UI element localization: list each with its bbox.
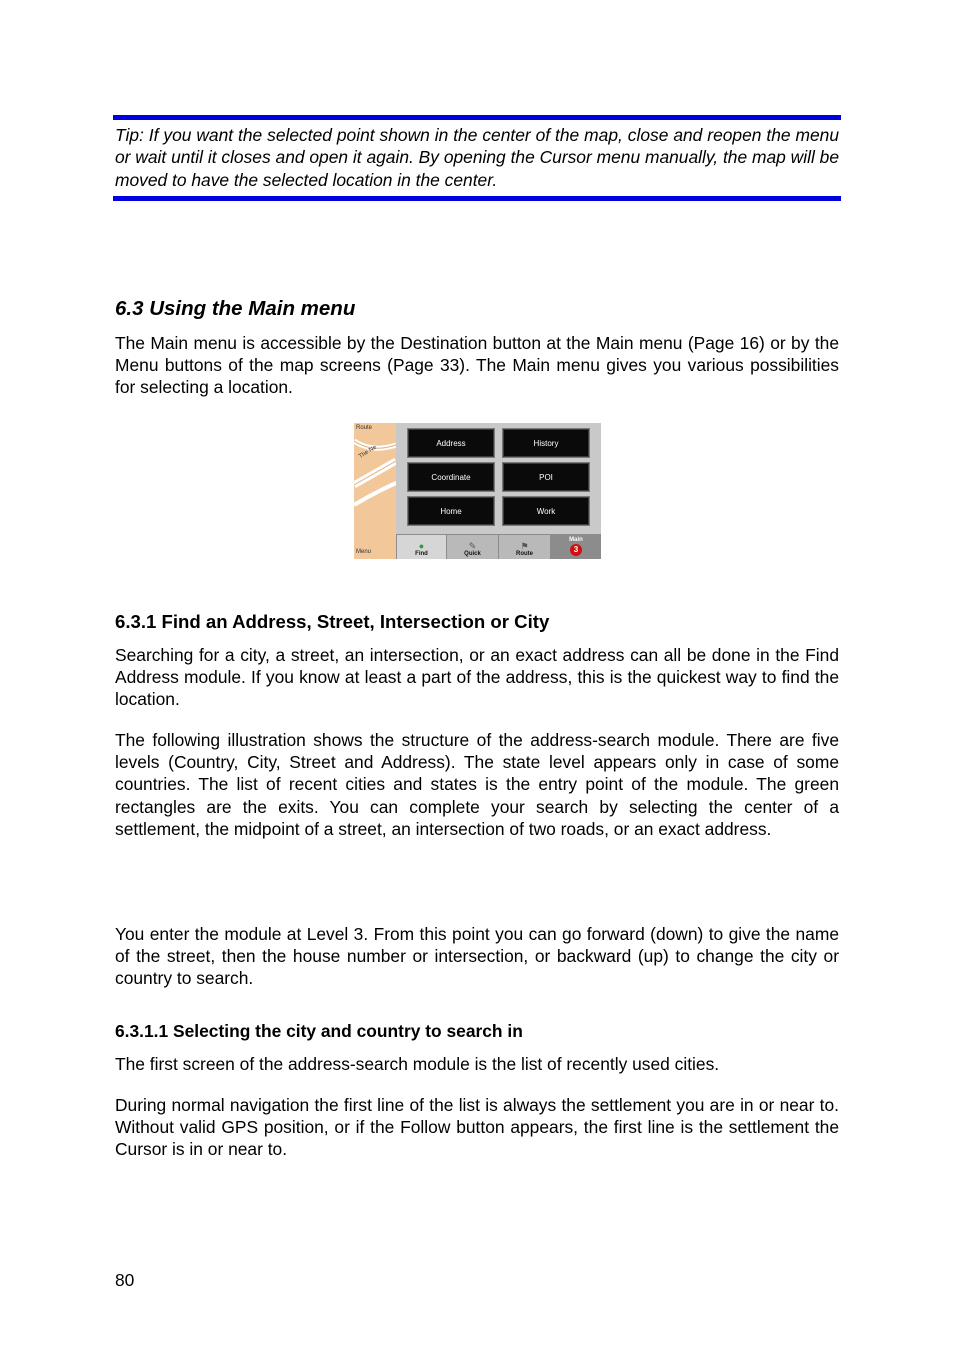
section-intro: The Main menu is accessible by the Destination button at the Main menu (Page 16) or by the Menu buttons of the map screens (Page 33). The Main menu gives you various possibilities for selecting a location. (115, 333, 839, 398)
page-number: 80 (115, 1270, 135, 1290)
subsubsection-paragraph-1: The first screen of the address-search module is the list of recently used cities. (115, 1054, 720, 1074)
tip-top-rule (113, 115, 841, 120)
wrench-icon: ✎ (468, 541, 477, 551)
coordinate-button[interactable]: Coordinate (407, 462, 495, 492)
home-button[interactable]: Home (407, 496, 495, 526)
work-button[interactable]: Work (502, 496, 590, 526)
tab-main[interactable] (550, 535, 601, 559)
section-heading: 6.3 Using the Main menu (115, 297, 356, 320)
tab-find-label: Find (415, 551, 428, 557)
map-label-menu[interactable]: Menu (356, 549, 372, 555)
main-count-badge: 3 (570, 544, 582, 556)
subsection-heading: 6.3.1 Find an Address, Street, Intersection or City (115, 611, 550, 632)
address-button[interactable]: Address (407, 428, 495, 458)
map-strip (354, 423, 396, 559)
map-roads-graphic (354, 423, 396, 559)
subsubsection-heading: 6.3.1.1 Selecting the city and country to search in (115, 1021, 523, 1041)
poi-button[interactable]: POI (502, 462, 590, 492)
tab-quick-label: Quick (464, 551, 481, 557)
history-button[interactable]: History (502, 428, 590, 458)
route-flag-icon: ⚑ (520, 541, 529, 551)
subsection-paragraph-1: Searching for a city, a street, an intersection, or an exact address can all be done in the Find Address module. If you know at least a part of the address, this is the quickest way to find the location. (115, 645, 839, 710)
tip-text: Tip: If you want the selected point shown in the center of the map, close and reopen the menu or wait until it closes and open it again. By opening the Cursor menu manually, the map will be moved to have the selected location in the center. (115, 125, 839, 190)
tab-quick[interactable] (446, 535, 498, 559)
tip-bottom-rule (113, 196, 841, 201)
tab-find[interactable] (396, 535, 446, 559)
globe-icon: ● (418, 541, 425, 551)
map-label-street: The Ne (358, 444, 378, 461)
tab-route[interactable] (498, 535, 550, 559)
map-label-route: Route (356, 425, 373, 431)
subsection-paragraph-3: You enter the module at Level 3. From this point you can go forward (down) to give the name of the street, then the house number or intersection, or backward (up) to change the city or country to search. (115, 924, 839, 989)
tab-route-label: Route (516, 551, 533, 557)
tab-main-label: Main (569, 537, 583, 543)
subsubsection-paragraph-2: During normal navigation the first line of the list is always the settlement you are in or near to. Without valid GPS position, or if the Follow button appears, the first line is the settlement the Cursor is in or near to. (115, 1095, 839, 1160)
subsection-paragraph-2: The following illustration shows the structure of the address-search module. There are five levels (Country, City, Street and Address). The state level appears only in case of some countries. The list of recent cities and states is the entry point of the module. The green rectangles are the exits. You can complete your search by selecting the center of a settlement, the midpoint of a street, an intersection of two roads, or an exact address. (115, 730, 839, 839)
main-menu-screenshot (354, 423, 601, 559)
